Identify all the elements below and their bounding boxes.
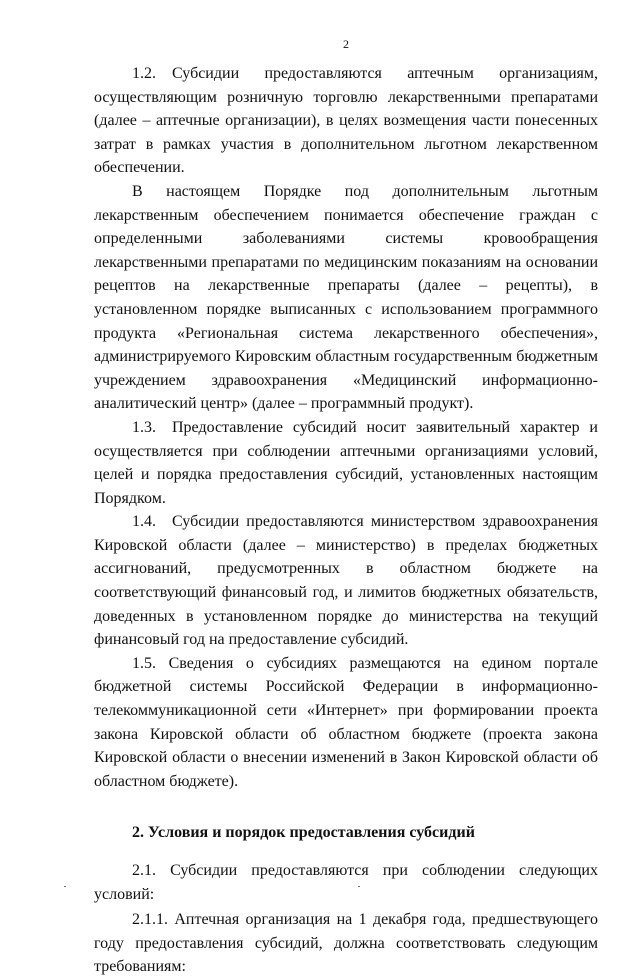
scan-speck [64,886,66,887]
paragraph-1-2: 1.2. Субсидии предоставляются аптечным организациям, осуществляющим розничную торговлю лекарственными препаратами (далее – аптечные организации), в целях возмещения части понесенных затрат в рамках участия в дополнительном льготном лекарственном обеспечении. [94,65,598,177]
paragraph-1-5: 1.5. Сведения о субсидиях размещаются на едином портале бюджетной системы Российской Федерации в информационно-телекоммуникационной сети «Интернет» при формировании проекта закона Кировской области об областном бюджете (проекта закона Кировской области о внесении изменений в Закон Кировской области об областном бюджете). [94,654,598,790]
scan-speck [358,886,360,887]
paragraph-1-3: 1.3. Предоставление субсидий носит заявительный характер и осуществляется при соблюдении аптечными организациями условий, целей и порядка предоставления субсидий, установленных настоящим Порядком. [94,418,598,507]
page-number: 2 [343,37,349,51]
section-heading: 2. Условия и порядок предоставления субсидий [132,824,475,842]
paragraph-1-4: 1.4. Субсидии предоставляются министерством здравоохранения Кировской области (далее – министерство) в пределах бюджетных ассигнований, предусмотренных в областном бюджете на соответствующий финансовый год, и лимитов бюджетных обязательств, доведенных в установленном порядке до министерства на текущий финансовый год на предоставление субсидий. [94,513,598,649]
paragraph-definition: В настоящем Порядке под дополнительным льготным лекарственным обеспечением понимается обеспечение граждан с определенными заболеваниями системы кровообращения лекарственными препаратами по медицинским показаниям на основании рецептов на лекарственные препараты (далее – рецепты), в установленном порядке выписанных с использованием программного продукта «Региональная система лекарственного обеспечения», администрируемого Кировским областным государственным бюджетным учреждением здравоохранения «Медицинский информационно-аналитический центр» (далее – программный продукт). [94,182,598,413]
paragraph-2-1-1: 2.1.1. Аптечная организация на 1 декабря года, предшествующего году предоставления субсидий, должна соответствовать следующим требованиям: [94,911,598,976]
paragraph-2-1: 2.1. Субсидии предоставляются при соблюдении следующих условий: [94,862,598,903]
document-body [94,62,598,979]
